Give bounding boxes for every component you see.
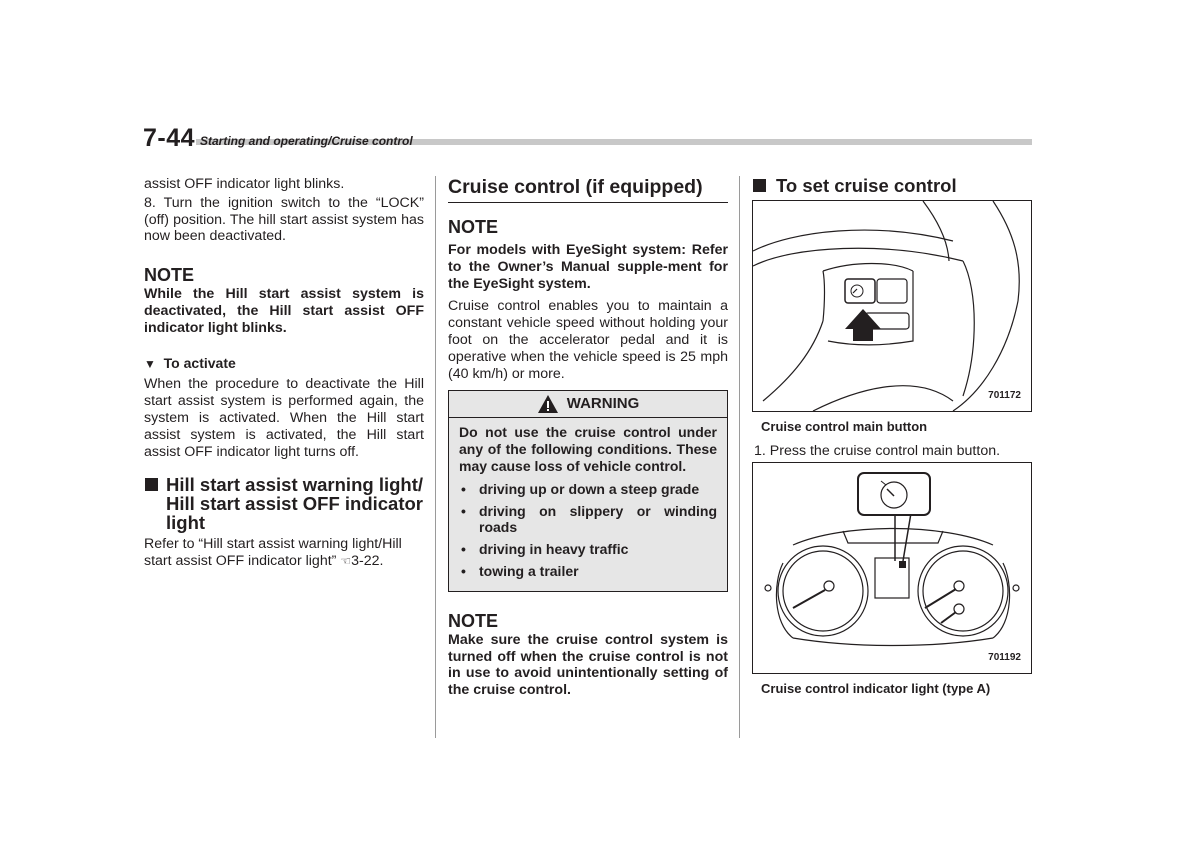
list-item: • towing a trailer (459, 563, 717, 580)
warning-box (448, 390, 728, 591)
column-right (752, 176, 1032, 697)
warning-intro: Do not use the cruise control under any of the following conditions. These may cause loss of vehicle control. (459, 424, 717, 474)
step-8: 8. Turn the ignition switch to the “LOCK” (off) position. The hill start assist system has now been deactivated. (144, 194, 424, 245)
activate-heading-label: To activate (163, 354, 236, 371)
activate-heading (144, 355, 424, 373)
cruise-body: Cruise control enables you to maintain a constant vehicle speed without holding your foot on the accelerator pedal and it is operative when the vehicle speed is 25 mph (40 km/h) or more. (448, 298, 728, 382)
note2-text: Make sure the cruise control system is turned off when the cruise control is not in use to avoid unintentionally setting of the cruise control. (448, 631, 728, 699)
note-heading: NOTE (448, 217, 499, 237)
figure-caption: Cruise control indicator light (type A) (761, 680, 991, 696)
list-item: • driving in heavy traffic (459, 541, 717, 558)
list-item: • driving up or down a steep grade (459, 481, 717, 498)
page-reference-icon: ☜ (340, 554, 352, 569)
paragraph: assist OFF indicator light blinks. (144, 176, 345, 192)
meter-cluster-illustration (753, 463, 1031, 673)
note-text: While the Hill start assist system is deactivated, the Hill start assist OFF indicator light blinks. (144, 286, 424, 336)
column-left (144, 176, 424, 570)
set-cruise-heading (752, 176, 1032, 195)
warning-title: WARNING (566, 394, 640, 412)
hill-start-section-heading (144, 475, 424, 532)
step-1: 1. Press the cruise control main button. (754, 442, 1001, 459)
square-bullet-icon (145, 478, 158, 491)
figure-meter-cluster (752, 462, 1032, 674)
warning-triangle-icon (537, 394, 559, 414)
hill-start-section-title: Hill start assist warning light/ Hill start assist OFF indicator light (166, 474, 424, 534)
activate-text: When the procedure to deactivate the Hill start assist system is performed again, the system is activated. When the Hill start assist system is activated, the Hill start assist OFF indicator light turns off. (144, 376, 424, 460)
set-cruise-title: To set cruise control (776, 175, 957, 196)
figure-code: 701172 (988, 390, 1021, 402)
steering-wheel-illustration (753, 201, 1031, 411)
column-divider (435, 176, 436, 738)
figure-caption: Cruise control main button (761, 419, 928, 434)
note-heading: NOTE (448, 610, 499, 631)
refer-text (144, 536, 424, 570)
refer-text-body: Refer to “Hill start assist warning light/Hill start assist OFF indicator light” (144, 536, 402, 570)
section-title: Starting and operating/Cruise control (200, 134, 413, 148)
page-number: 7-44 (143, 124, 196, 152)
figure-steering-button (752, 200, 1032, 412)
cruise-control-title: Cruise control (if equipped) (448, 176, 728, 203)
refer-page-link[interactable]: 3-22. (351, 553, 384, 570)
note-text-eyesight: For models with EyeSight system: Refer to the Owner’s Manual supple-ment for the EyeSight system. (448, 242, 728, 292)
column-divider (739, 176, 740, 738)
column-middle (448, 176, 728, 699)
warning-header (449, 391, 727, 418)
triangle-down-icon: ▼ (144, 356, 156, 371)
list-item: • driving on slippery or winding roads (459, 503, 717, 537)
warning-list (459, 481, 717, 580)
warning-body (449, 418, 727, 590)
note-heading: NOTE (144, 265, 195, 286)
square-bullet-icon (753, 179, 766, 192)
figure-code: 701192 (988, 651, 1021, 663)
